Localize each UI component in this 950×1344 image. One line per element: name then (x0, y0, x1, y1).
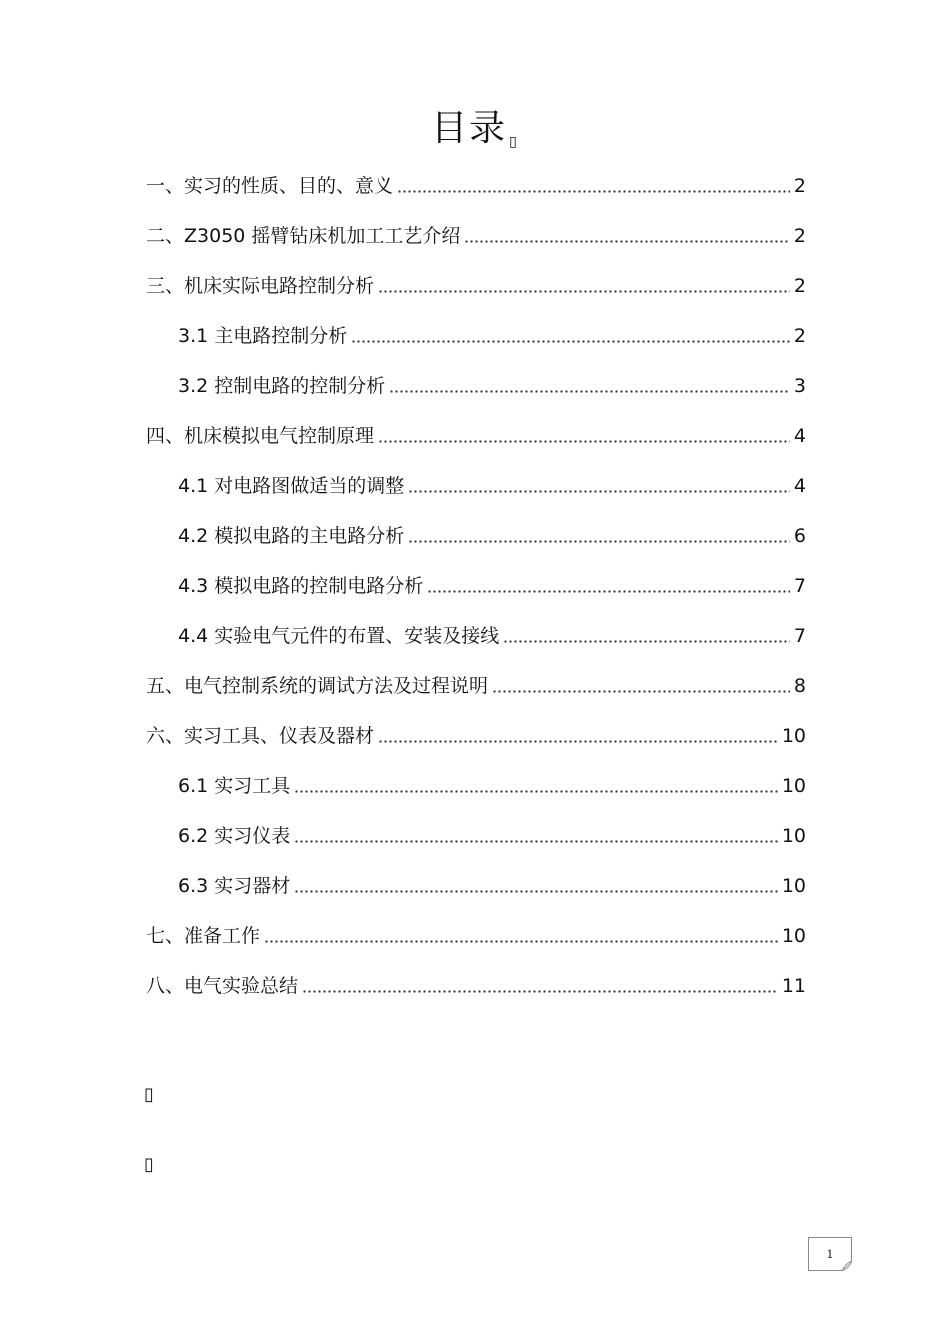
toc-entry-label: 七、准备工作 (146, 925, 261, 947)
toc-entry-page: 2 (793, 325, 806, 347)
toc-entry-label: 二、Z3050 摇臂钻床机加工工艺介绍 (146, 225, 461, 247)
placeholder-glyph: ▯ (144, 1084, 154, 1105)
toc-entry-page: 10 (781, 775, 806, 797)
dot-leader (378, 289, 790, 294)
toc-subentry[interactable] (178, 561, 806, 611)
toc-entry[interactable] (146, 961, 806, 1011)
toc-entry-page: 10 (781, 825, 806, 847)
toc-entry[interactable] (146, 261, 806, 311)
toc-subentry[interactable] (178, 861, 806, 911)
toc-subentry[interactable] (178, 611, 806, 661)
toc-entry[interactable] (146, 911, 806, 961)
page-number: 1 (826, 1248, 834, 1261)
toc-entry[interactable] (146, 211, 806, 261)
toc-entry-page: 7 (793, 575, 806, 597)
toc-entry-label: 八、电气实验总结 (146, 975, 299, 997)
toc-entry[interactable] (146, 661, 806, 711)
toc-entry-label: 三、机床实际电路控制分析 (146, 275, 375, 297)
toc-entry-label: 五、电气控制系统的调试方法及过程说明 (146, 675, 489, 697)
toc-entry-page: 2 (793, 275, 806, 297)
toc-entry-page: 8 (793, 675, 806, 697)
placeholder-glyph: ▯ (144, 1154, 154, 1175)
toc-entry-page: 3 (793, 375, 806, 397)
toc-entry-page: 2 (793, 225, 806, 247)
toc-entry-label: 4.2 模拟电路的主电路分析 (178, 525, 405, 547)
dot-leader (378, 439, 790, 444)
dot-leader (427, 589, 790, 594)
dot-leader (397, 189, 790, 194)
page-curl-icon (838, 1261, 852, 1271)
toc-entry[interactable] (146, 161, 806, 211)
dot-leader (408, 489, 790, 494)
toc-subentry[interactable] (178, 361, 806, 411)
toc-entry-label: 3.2 控制电路的控制分析 (178, 375, 386, 397)
toc-entry-label: 6.2 实习仪表 (178, 825, 291, 847)
toc-entry[interactable] (146, 711, 806, 761)
toc-entry-label: 六、实习工具、仪表及器材 (146, 725, 375, 747)
toc-entry[interactable] (146, 411, 806, 461)
dot-leader (503, 639, 790, 644)
toc-entry-label: 4.1 对电路图做适当的调整 (178, 475, 405, 497)
dot-leader (302, 989, 778, 994)
dot-leader (492, 689, 790, 694)
toc-entry-label: 3.1 主电路控制分析 (178, 325, 348, 347)
toc-entry-label: 6.3 实习器材 (178, 875, 291, 897)
toc-subentry[interactable] (178, 811, 806, 861)
dot-leader (294, 839, 778, 844)
toc-entry-page: 10 (781, 875, 806, 897)
dot-leader (389, 389, 790, 394)
dot-leader (464, 239, 789, 244)
toc-entry-label: 4.3 模拟电路的控制电路分析 (178, 575, 424, 597)
dot-leader (378, 739, 778, 744)
toc-entry-label: 6.1 实习工具 (178, 775, 291, 797)
toc-entry-page: 2 (793, 175, 806, 197)
dot-leader (294, 889, 778, 894)
toc-entry-label: 四、机床模拟电气控制原理 (146, 425, 375, 447)
toc-entry-page: 7 (793, 625, 806, 647)
toc-subentry[interactable] (178, 311, 806, 361)
page-title (0, 100, 950, 151)
toc-subentry[interactable] (178, 461, 806, 511)
toc-entry-label: 4.4 实验电气元件的布置、安装及接线 (178, 625, 500, 647)
dot-leader (264, 939, 778, 944)
dot-leader (351, 339, 790, 344)
title-placeholder-glyph: ▯ (509, 134, 519, 150)
dot-leader (294, 789, 778, 794)
toc-subentry[interactable] (178, 511, 806, 561)
toc-entry-page: 10 (781, 925, 806, 947)
toc-entry-page: 6 (793, 525, 806, 547)
toc-entry-label: 一、实习的性质、目的、意义 (146, 175, 394, 197)
title-text: 目录 (431, 108, 508, 149)
toc-entry-page: 11 (781, 975, 806, 997)
toc-subentry[interactable] (178, 761, 806, 811)
toc-entry-page: 4 (793, 425, 806, 447)
toc-entry-page: 4 (793, 475, 806, 497)
dot-leader (408, 539, 790, 544)
toc-entry-page: 10 (781, 725, 806, 747)
